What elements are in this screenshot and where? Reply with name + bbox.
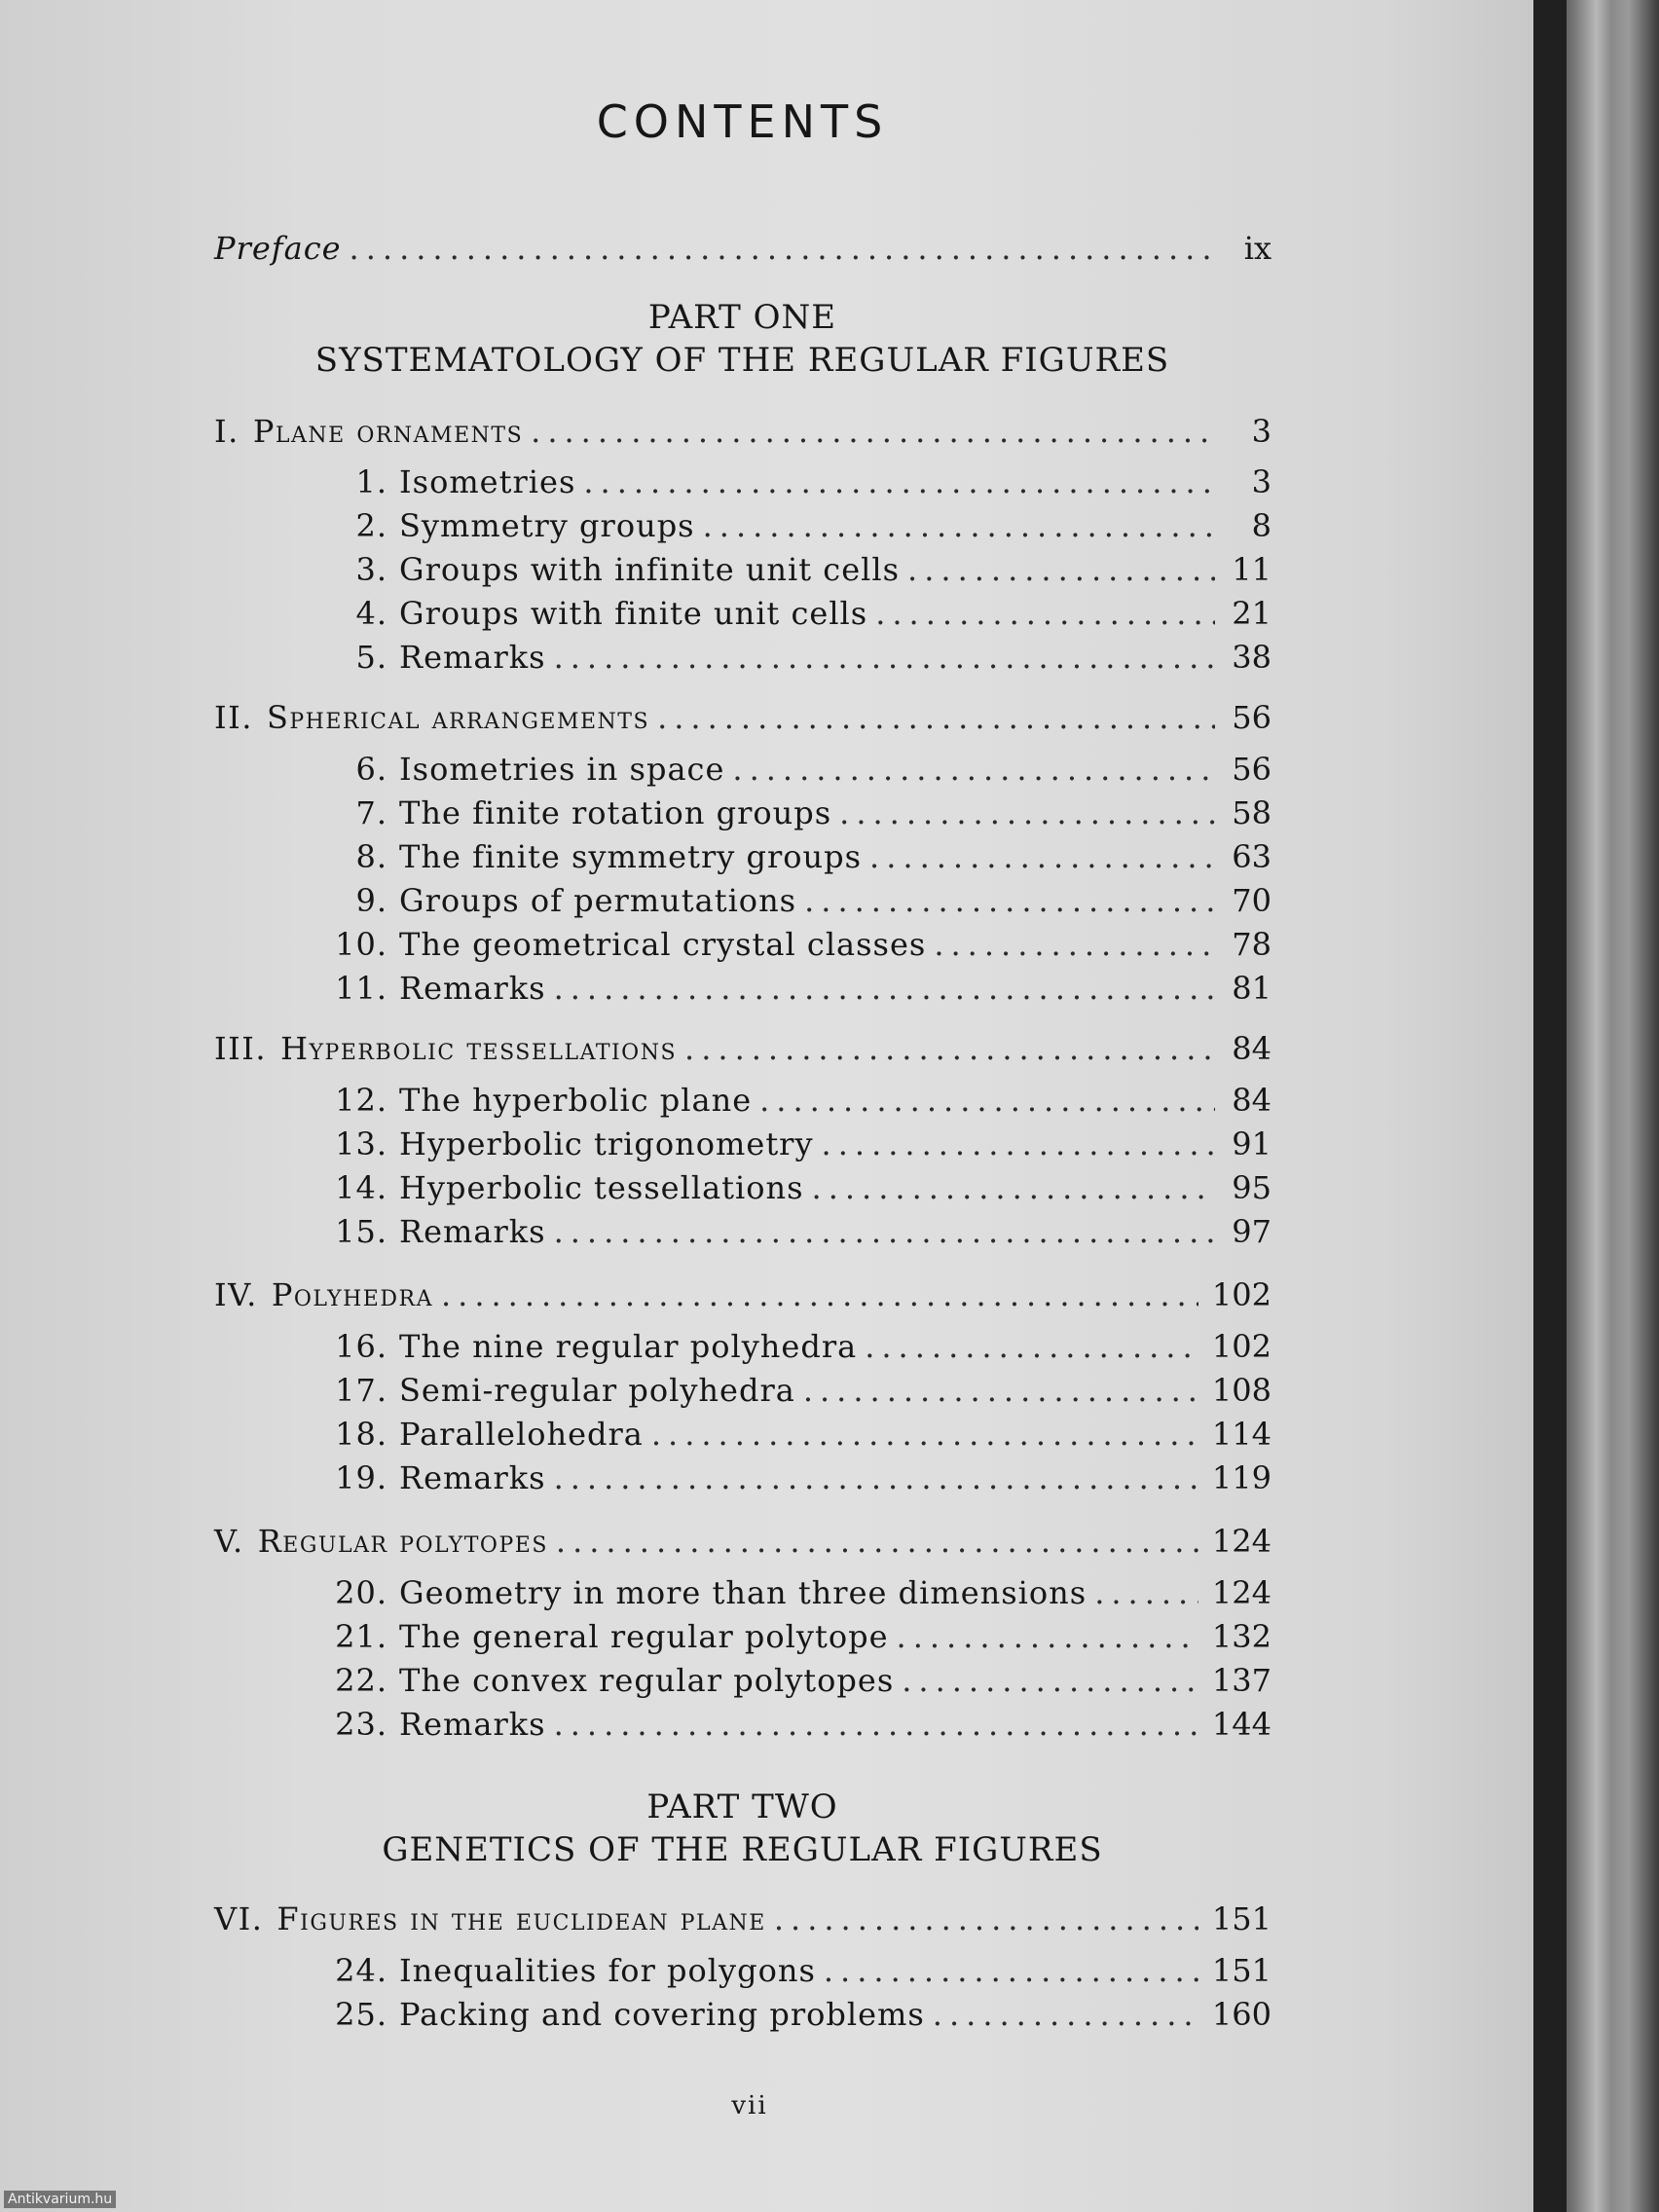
section-number: 18.: [335, 1416, 387, 1453]
chapter-number: IV.: [214, 1276, 258, 1313]
dot-leader: [822, 1125, 1215, 1162]
section-page: 8: [1251, 507, 1272, 544]
chapter-page: 84: [1232, 1030, 1272, 1067]
section-page: 144: [1211, 1706, 1272, 1743]
dot-leader: [897, 1618, 1198, 1655]
section-title: The finite symmetry groups: [399, 838, 863, 875]
chapter-title: Regular polytopes: [257, 1523, 548, 1560]
section-page: 78: [1232, 926, 1272, 963]
section-number: 13.: [335, 1125, 387, 1162]
section-number: 25.: [335, 1996, 387, 2033]
section-title: Remarks: [399, 639, 546, 676]
section-title: Hyperbolic trigonometry: [399, 1125, 814, 1162]
section-number: 21.: [335, 1618, 387, 1655]
chapter-title: Hyperbolic tessellations: [280, 1030, 678, 1067]
section-page: 91: [1232, 1125, 1272, 1162]
section-number: 22.: [335, 1662, 387, 1699]
toc-section-11: [329, 970, 1272, 1013]
section-page: 124: [1211, 1574, 1272, 1611]
section-number: 23.: [335, 1706, 387, 1743]
dot-leader: [657, 699, 1215, 736]
toc-section-2: [329, 507, 1272, 550]
chapter-page: 151: [1211, 1900, 1272, 1937]
section-page: 56: [1232, 751, 1272, 788]
section-title: Symmetry groups: [399, 507, 695, 544]
dot-leader: [554, 1706, 1198, 1743]
section-number: 12.: [335, 1082, 387, 1119]
section-number: 3.: [355, 551, 387, 588]
section-title: Remarks: [399, 1213, 546, 1250]
chapter-title: Polyhedra: [271, 1276, 433, 1313]
section-number: 19.: [335, 1459, 387, 1496]
toc-section-22: [329, 1662, 1272, 1705]
section-number: 17.: [335, 1372, 387, 1409]
section-title: Remarks: [399, 1459, 546, 1496]
section-page: 151: [1211, 1952, 1272, 1989]
section-title: The geometrical crystal classes: [399, 926, 927, 963]
toc-section-3: [329, 551, 1272, 594]
dot-leader: [732, 751, 1215, 788]
section-page: 119: [1211, 1459, 1272, 1496]
section-title: Isometries in space: [399, 751, 725, 788]
section-page: 58: [1232, 794, 1272, 831]
part-one-heading: PART ONE: [647, 298, 837, 337]
chapter-page: 124: [1211, 1523, 1272, 1560]
page-number: vii: [731, 2091, 768, 2120]
chapter-page: 56: [1232, 699, 1272, 736]
section-title: The general regular polytope: [399, 1618, 889, 1655]
chapter-title: Figures in the euclidean plane: [276, 1900, 766, 1937]
section-title: Groups with finite unit cells: [399, 595, 868, 632]
dot-leader: [531, 413, 1215, 450]
section-page: 108: [1211, 1372, 1272, 1409]
section-title: Remarks: [399, 1706, 546, 1743]
section-number: 24.: [335, 1952, 387, 1989]
toc-section-17: [329, 1372, 1272, 1415]
dot-leader: [839, 794, 1215, 831]
dot-leader: [583, 463, 1215, 500]
toc-section-19: [329, 1459, 1272, 1502]
section-page: 81: [1232, 970, 1272, 1007]
section-number: 9.: [355, 882, 387, 919]
part-one-subheading: SYSTEMATOLOGY OF THE REGULAR FIGURES: [314, 341, 1170, 380]
section-title: Isometries: [399, 463, 576, 500]
dot-leader: [865, 1328, 1198, 1365]
section-page: 63: [1232, 838, 1272, 875]
section-number: 16.: [335, 1328, 387, 1365]
dot-leader: [933, 1996, 1198, 2033]
section-page: 21: [1232, 595, 1272, 632]
toc-preface: [214, 230, 1272, 273]
toc-section-14: [329, 1169, 1272, 1212]
chapter-number: I.: [214, 413, 240, 450]
chapter-number: V.: [214, 1523, 244, 1560]
dot-leader: [554, 1213, 1215, 1250]
chapter-number: III.: [214, 1030, 268, 1067]
section-page: 3: [1251, 463, 1272, 500]
toc-section-25: [329, 1996, 1272, 2039]
section-number: 5.: [355, 639, 387, 676]
page-title: CONTENTS: [596, 95, 889, 148]
toc-chapter-6: [214, 1900, 1272, 1943]
section-page: 137: [1211, 1662, 1272, 1699]
watermark: Antikvarium.hu: [4, 2191, 116, 2208]
section-page: 160: [1211, 1996, 1272, 2033]
section-title: The nine regular polyhedra: [399, 1328, 858, 1365]
toc-preface-page: ix: [1243, 230, 1272, 267]
dot-leader: [759, 1082, 1215, 1119]
section-title: Groups with infinite unit cells: [399, 551, 901, 588]
section-page: 38: [1232, 639, 1272, 676]
section-number: 11.: [335, 970, 387, 1007]
toc-section-18: [329, 1416, 1272, 1458]
section-page: 84: [1232, 1082, 1272, 1119]
section-number: 10.: [335, 926, 387, 963]
dot-leader: [774, 1900, 1198, 1937]
section-number: 2.: [355, 507, 387, 544]
section-page: 95: [1232, 1169, 1272, 1206]
dot-leader: [804, 882, 1215, 919]
section-title: Hyperbolic tessellations: [399, 1169, 804, 1206]
section-title: Inequalities for polygons: [399, 1952, 816, 1989]
toc-section-5: [329, 639, 1272, 682]
dot-leader: [934, 926, 1215, 963]
section-number: 8.: [355, 838, 387, 875]
dot-leader: [875, 595, 1215, 632]
chapter-title: Plane ornaments: [252, 413, 524, 450]
chapter-number: VI.: [214, 1900, 264, 1937]
section-title: Parallelohedra: [399, 1416, 644, 1453]
dot-leader: [907, 551, 1215, 588]
part-two-heading: PART TWO: [646, 1788, 838, 1826]
dot-leader: [824, 1952, 1198, 1989]
toc-section-23: [329, 1706, 1272, 1749]
chapter-title: Spherical arrangements: [266, 699, 650, 736]
part-two-subheading: GENETICS OF THE REGULAR FIGURES: [382, 1830, 1103, 1869]
book-binding-shadow: [1533, 0, 1567, 2212]
dot-leader: [350, 230, 1215, 267]
section-title: Remarks: [399, 970, 546, 1007]
section-number: 15.: [335, 1213, 387, 1250]
dot-leader: [869, 838, 1215, 875]
toc-section-10: [329, 926, 1272, 969]
section-number: 7.: [355, 794, 387, 831]
toc-chapter-5: [214, 1523, 1272, 1566]
section-page: 102: [1211, 1328, 1272, 1365]
toc-section-16: [329, 1328, 1272, 1371]
toc-section-1: [329, 463, 1272, 506]
toc-section-9: [329, 882, 1272, 925]
toc-chapter-3: [214, 1030, 1272, 1073]
chapter-number: II.: [214, 699, 253, 736]
toc-section-24: [329, 1952, 1272, 1995]
dot-leader: [554, 1459, 1198, 1496]
dot-leader: [703, 507, 1215, 544]
toc-section-15: [329, 1213, 1272, 1256]
toc-section-8: [329, 838, 1272, 881]
section-title: The hyperbolic plane: [399, 1082, 753, 1119]
section-page: 97: [1232, 1213, 1272, 1250]
toc-section-13: [329, 1125, 1272, 1168]
section-title: Packing and covering problems: [399, 1996, 925, 2033]
toc-preface-label: Preface: [214, 230, 342, 267]
section-number: 20.: [335, 1574, 387, 1611]
toc-section-6: [329, 751, 1272, 793]
chapter-page: 3: [1251, 413, 1272, 450]
toc-section-21: [329, 1618, 1272, 1661]
section-page: 11: [1232, 551, 1272, 588]
dot-leader: [554, 970, 1215, 1007]
section-title: Geometry in more than three dimensions: [399, 1574, 1088, 1611]
dot-leader: [441, 1276, 1198, 1313]
dot-leader: [556, 1523, 1198, 1560]
section-number: 1.: [355, 463, 387, 500]
section-title: The convex regular polytopes: [399, 1662, 895, 1699]
section-number: 14.: [335, 1169, 387, 1206]
section-page: 132: [1211, 1618, 1272, 1655]
section-number: 6.: [355, 751, 387, 788]
dot-leader: [1094, 1574, 1198, 1611]
chapter-page: 102: [1211, 1276, 1272, 1313]
section-page: 114: [1211, 1416, 1272, 1453]
dot-leader: [812, 1169, 1215, 1206]
toc-section-12: [329, 1082, 1272, 1124]
toc-section-20: [329, 1574, 1272, 1617]
dot-leader: [684, 1030, 1215, 1067]
section-number: 4.: [355, 595, 387, 632]
section-title: Semi-regular polyhedra: [399, 1372, 795, 1409]
toc-section-4: [329, 595, 1272, 638]
dot-leader: [554, 639, 1215, 676]
toc-chapter-2: [214, 699, 1272, 742]
toc-chapter-4: [214, 1276, 1272, 1319]
dot-leader: [902, 1662, 1198, 1699]
section-title: Groups of permutations: [399, 882, 797, 919]
toc-chapter-1: [214, 413, 1272, 456]
dot-leader: [803, 1372, 1198, 1409]
dot-leader: [651, 1416, 1198, 1453]
toc-section-7: [329, 794, 1272, 837]
section-page: 70: [1232, 882, 1272, 919]
section-title: The finite rotation groups: [399, 794, 832, 831]
